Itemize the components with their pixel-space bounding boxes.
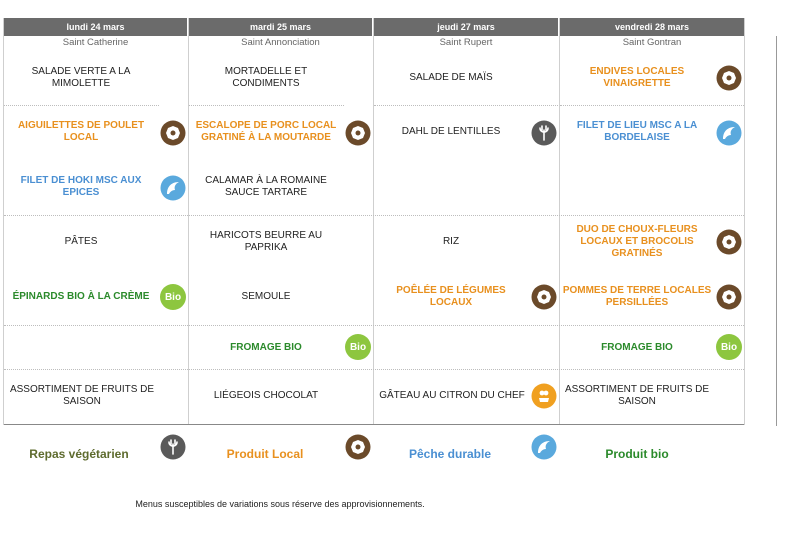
- sustainable-fishing-icon: [531, 434, 557, 460]
- dish-cell: FILET DE LIEU MSC A LA BORDELAISE: [576, 120, 698, 143]
- row-divider: [374, 105, 558, 106]
- row-divider: [560, 105, 744, 106]
- chef-dessert-icon: [531, 383, 557, 409]
- sustainable-fishing-icon: [716, 120, 742, 146]
- organic-icon: [345, 334, 371, 360]
- dish-cell: FROMAGE BIO: [601, 342, 673, 353]
- grid-line: [559, 18, 560, 425]
- grid-line: [188, 18, 189, 425]
- dish-cell: ESCALOPE DE PORC LOCAL GRATINÉ À LA MOUTARDE: [195, 120, 337, 143]
- row-divider: [189, 105, 344, 106]
- local-product-icon: [531, 284, 557, 310]
- dish-cell: FROMAGE BIO: [230, 342, 302, 353]
- dish-cell: DAHL DE LENTILLES: [401, 126, 501, 137]
- dish-cell: GÂTEAU AU CITRON DU CHEF: [379, 390, 525, 401]
- saint-thursday: Saint Rupert: [439, 37, 493, 48]
- dish-cell: RIZ: [442, 236, 460, 247]
- saint-friday: Saint Gontran: [622, 37, 682, 48]
- day-header-tuesday: [189, 18, 372, 36]
- legend-sustainable-label: Pêche durable: [408, 447, 492, 461]
- dish-cell: LIÉGEOIS CHOCOLAT: [213, 390, 319, 401]
- dish-cell: FILET DE HOKI MSC AUX EPICES: [20, 175, 142, 198]
- organic-icon: [716, 334, 742, 360]
- local-product-icon: [160, 120, 186, 146]
- day-label: mardi 25 mars: [249, 22, 312, 32]
- dish-cell: MORTADELLE ET CONDIMENTS: [224, 66, 308, 89]
- organic-badge-text: Bio: [349, 341, 367, 353]
- dish-cell: SEMOULE: [241, 291, 291, 302]
- organic-badge-text: Bio: [164, 291, 182, 303]
- dish-cell: HARICOTS BEURRE AU PAPRIKA: [209, 230, 323, 253]
- dish-cell: CALAMAR À LA ROMAINE SAUCE TARTARE: [205, 175, 327, 198]
- local-product-icon: [345, 434, 371, 460]
- local-product-icon: [345, 120, 371, 146]
- organic-icon: [160, 284, 186, 310]
- legend-organic-label: Produit bio: [605, 447, 669, 461]
- legend-local-label: Produit Local: [226, 447, 304, 461]
- dish-cell: SALADE VERTE A LA MIMOLETTE: [31, 66, 131, 89]
- dish-cell: ENDIVES LOCALES VINAIGRETTE: [589, 66, 685, 89]
- dish-cell: POÊLÉE DE LÉGUMES LOCAUX: [396, 285, 506, 308]
- organic-badge-text: Bio: [720, 341, 738, 353]
- dish-cell: DUO DE CHOUX-FLEURS LOCAUX ET BROCOLIS GRATINÉS: [576, 224, 698, 259]
- saint-monday: Saint Catherine: [62, 37, 129, 48]
- row-divider: [4, 105, 159, 106]
- dish-cell: ÉPINARDS BIO À LA CRÈME: [12, 291, 150, 302]
- day-label: lundi 24 mars: [66, 22, 125, 32]
- saint-tuesday: Saint Annonciation: [241, 37, 320, 48]
- dish-cell: PÂTES: [64, 236, 98, 247]
- grid-line: [3, 18, 4, 425]
- grid-line: [776, 36, 777, 426]
- local-product-icon: [716, 65, 742, 91]
- row-divider: [4, 215, 744, 216]
- vegetarian-icon: [160, 434, 186, 460]
- legend-vegetarian-label: Repas végétarien: [29, 447, 129, 461]
- row-divider: [4, 369, 744, 370]
- day-header-thursday: [374, 18, 558, 36]
- vegetarian-icon: [531, 120, 557, 146]
- dish-cell: POMMES DE TERRE LOCALES PERSILLÉES: [562, 285, 712, 308]
- dish-cell: AIGUILETTES DE POULET LOCAL: [17, 120, 145, 143]
- day-label: vendredi 28 mars: [614, 22, 690, 32]
- local-product-icon: [716, 284, 742, 310]
- day-label: jeudi 27 mars: [437, 22, 495, 32]
- dish-cell: ASSORTIMENT DE FRUITS DE SAISON: [9, 384, 155, 407]
- row-divider: [4, 325, 744, 326]
- dish-cell: ASSORTIMENT DE FRUITS DE SAISON: [564, 384, 710, 407]
- day-header-monday: [4, 18, 187, 36]
- sustainable-fishing-icon: [160, 175, 186, 201]
- grid-line: [373, 18, 374, 425]
- table-bottom-border: [4, 424, 744, 425]
- dish-cell: SALADE DE MAÏS: [409, 72, 493, 83]
- grid-line: [744, 18, 745, 425]
- day-header-friday: [560, 18, 744, 36]
- local-product-icon: [716, 229, 742, 255]
- supply-disclaimer: Menus susceptibles de variations sous réserve des approvisionnements.: [135, 499, 425, 509]
